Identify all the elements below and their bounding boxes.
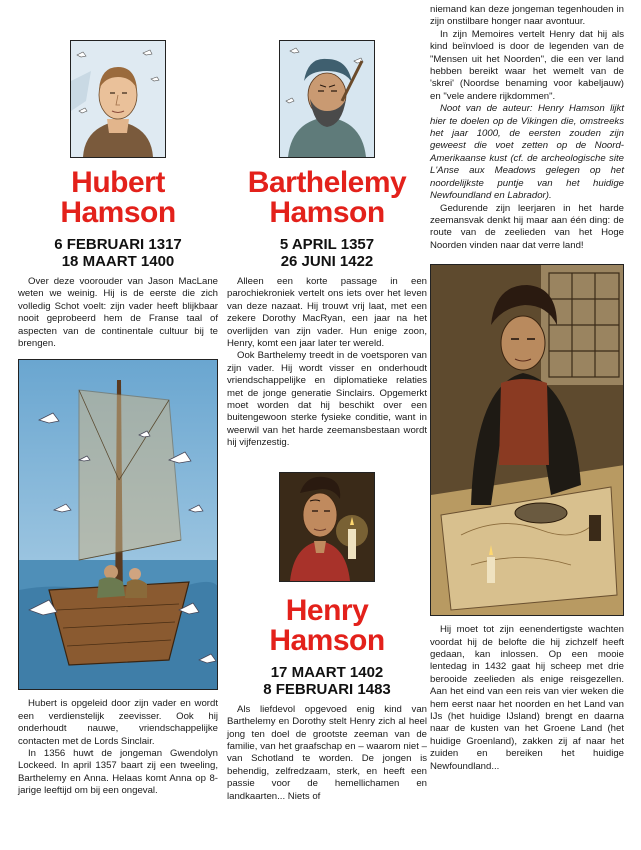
henry-date-birth: 17 MAART 1402 [270, 663, 384, 681]
barthelemy-para1: Alleen een korte passage in een parochiekroniek vertelt ons iets over het leven van deze nazaat. Hij trouwt vrij laat, met een zekere Dorothy MacRyan, een jaar na het overlijden van zijn vader. Hun enige zoon, Henry, komt een jaar later ter wereld. [227, 276, 427, 350]
barthelemy-portrait [279, 40, 375, 158]
henry-dates [227, 664, 427, 698]
hubert-intro: Over deze voorouder van Jason MacLane weten we weinig. Hij is de eerste die zich volledig Schot voelt: zijn vader heeft blijkbaar nooit geprobeerd hem de Franse taal of aspecten van de continentale cultuur bij te brengen. [18, 276, 218, 350]
henry-date-death: 8 FEBRUARI 1483 [263, 680, 391, 698]
barthelemy-date-death: 26 JUNI 1422 [280, 253, 374, 270]
barthelemy-date-birth: 5 APRIL 1357 [279, 236, 375, 253]
henry-portrait [279, 472, 375, 582]
hubert-para2: In 1356 huwt de jongeman Gwendolyn Lockeed. In april 1357 baart zij een tweeling, Barthelemy en Anna. Helaas komt Anna op 8-jarige leeftijd om bij een ongeval. [18, 748, 218, 797]
hubert-date-death: 18 MAART 1400 [61, 253, 175, 270]
fishing-boat-illustration [19, 360, 218, 689]
column-hubert [18, 0, 218, 798]
barthelemy-name-last: Hamson [269, 196, 385, 229]
hubert-portrait [70, 40, 166, 158]
column-henry-continued [430, 0, 624, 773]
henry-col3-para0: niemand kan deze jongeman tegenhouden in zijn onstilbare honger naar avontuur. [430, 4, 624, 28]
author-note: Noot van de auteur: Henry Hamson lijkt hier te doelen op de Vikingen die, omstreeks het jaar 1000, de eersten zouden zijn geweest die voet zetten op de Noord-Amerikaanse kust (cf. de archeologische site L'Anse aux Meadows gelegen op het noordelijkste puntje van het huidige Newfoundland en Labrador). [430, 103, 624, 202]
hubert-portrait-art [71, 41, 165, 157]
henry-name-first: Henry [285, 593, 369, 627]
hubert-name-first: Hubert [71, 166, 165, 199]
henry-study-illustration [431, 265, 624, 615]
hubert-dates [18, 236, 218, 270]
barthelemy-name [227, 168, 427, 228]
hubert-para1: Hubert is opgeleid door zijn vader en wordt een verdienstelijk zeevisser. Ook hij onderhoudt nauwe, vriendschappelijke contacten met de Lords Sinclair. [18, 698, 218, 747]
barthelemy-para2: Ook Barthelemy treedt in de voetsporen van zijn vader. Hij wordt visser en onderhoudt vriendschappelijke en diplomatieke relaties met de jonge generatie Sinclairs. Opgemerkt moet worden dat hij beschikt over een buitengewoon sterke fysieke conditie, want in weerwil van het harde zeemansbestaan wordt hij vijfenzestig. [227, 350, 427, 449]
henry-col3-para3: Hij moet tot zijn eenendertigste wachten voordat hij de belofte die hij zichzelf heeft gedaan, kan inlossen. Op een mooie lentedag in 1432 gaat hij scheep met drie berooide zeelieden als enige reisgezellen. Aan het eind van een reis van vier weken die hem eerst naar het noorden en het Land van IJs (het huidige IJsland) brengt en daarna naar de kusten van het Groene Land (het huidige Groenland), zakken zij af naar het zuiden en bereiken het huidige Newfoundland... [430, 624, 624, 772]
barthelemy-name-first: Barthelemy [247, 166, 407, 199]
henry-name-last: Hamson [269, 623, 385, 657]
henry-para1: Als liefdevol opgevoed enig kind van Barthelemy en Dorothy stelt Henry zich al heel jong ten doel de grootste zeeman van de familie, van het graafschap en – waarom niet – van Schotland te worden. De jongen is behendig, zelfredzaam, sterk, en heeft een passie voor de hemellichamen en landkaarten... Niets of [227, 703, 427, 802]
hubert-date-birth: 6 FEBRUARI 1317 [54, 236, 182, 253]
henry-col3-para1: In zijn Memoires vertelt Henry dat hij als kind beïnvloed is door de legenden van de "Mensen uit het Noorden", die een ver land hebben bereikt waar het wemelt van de 'skrei' (Noordse benaming voor kabeljauw) en "vele andere rijkdommen". [430, 28, 624, 102]
hubert-name-last: Hamson [60, 196, 176, 229]
column-barthelemy-henry [227, 0, 427, 803]
hubert-boat-panel [18, 359, 218, 690]
henry-name [227, 593, 427, 657]
henry-study-panel [430, 264, 624, 616]
henry-portrait-art [280, 473, 374, 581]
henry-col3-para2: Gedurende zijn leerjaren in het harde zeemansvak denkt hij maar aan één ding: de route van de zeelieden van het Hoge Noorden vinden naar dat verre land! [430, 202, 624, 251]
barthelemy-portrait-art [280, 41, 374, 157]
hubert-name [18, 168, 218, 228]
barthelemy-dates [227, 236, 427, 270]
